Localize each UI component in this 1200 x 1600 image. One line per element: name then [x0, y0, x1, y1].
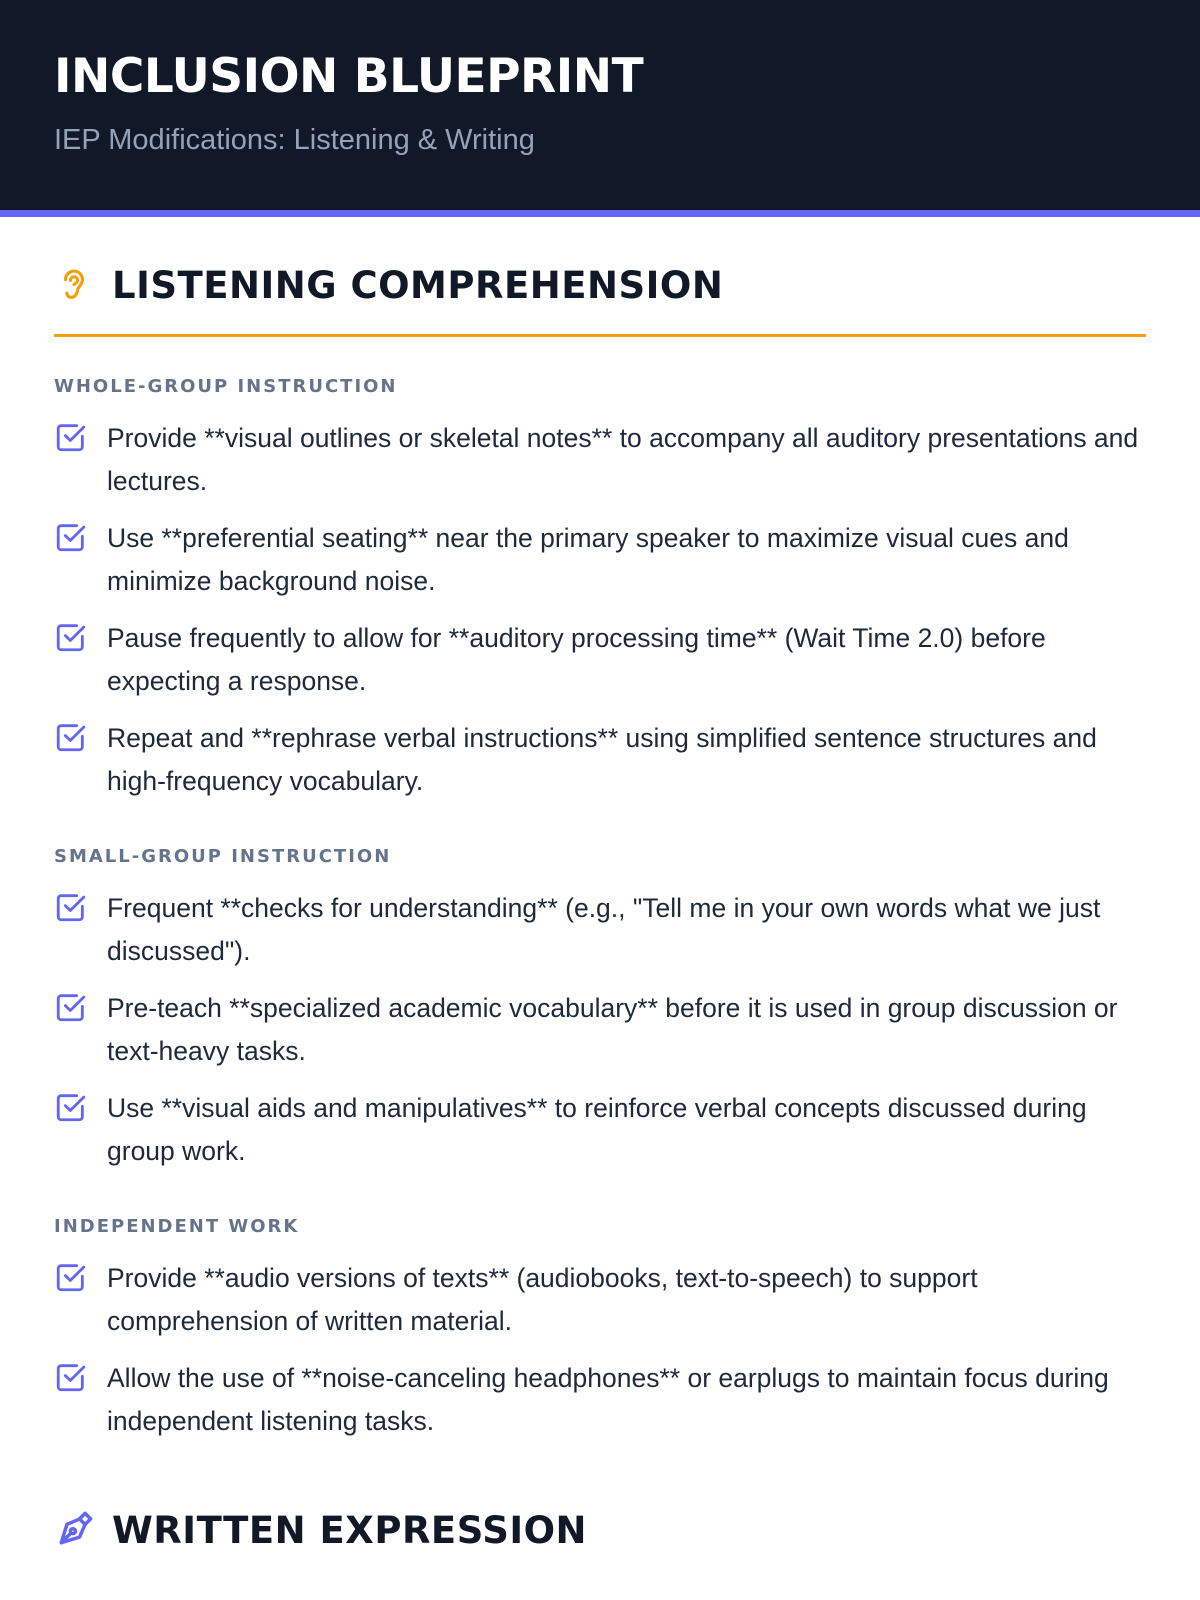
list-item-text: Frequent **checks for understanding** (e.g., "Tell me in your own words what we just discussed"). — [107, 893, 1101, 966]
pen-icon — [54, 1510, 94, 1550]
section-listening-comprehension — [54, 217, 1146, 1443]
group-independent-work — [54, 1215, 1146, 1443]
group-whole-group — [54, 375, 1146, 803]
checkbox-checked-icon — [54, 990, 88, 1024]
list-item — [54, 617, 1146, 703]
list-item-text: Use **preferential seating** near the primary speaker to maximize visual cues and minimize background noise. — [107, 523, 1069, 596]
section-header — [54, 1457, 1146, 1577]
ear-icon — [54, 266, 94, 306]
checkbox-checked-icon — [54, 1090, 88, 1124]
page-header — [0, 0, 1200, 217]
list-item-text: Pre-teach **specialized academic vocabulary** before it is used in group discussion or text-heavy tasks. — [107, 993, 1118, 1066]
list-item — [54, 417, 1146, 503]
group-label: INDEPENDENT WORK — [54, 1216, 300, 1237]
list-item — [54, 1087, 1146, 1173]
section-title: WRITTEN EXPRESSION — [112, 1508, 588, 1552]
page-subtitle: IEP Modifications: Listening & Writing — [54, 124, 535, 156]
group-small-group — [54, 845, 1146, 1173]
checkbox-checked-icon — [54, 620, 88, 654]
group-label: SMALL-GROUP INSTRUCTION — [54, 846, 392, 867]
list-item-text: Allow the use of **noise-canceling headphones** or earplugs to maintain focus during independent listening tasks. — [107, 1363, 1109, 1436]
list-item-text: Provide **audio versions of texts** (audiobooks, text-to-speech) to support comprehension of written material. — [107, 1263, 978, 1336]
list-item — [54, 887, 1146, 973]
list-item-text: Provide **visual outlines or skeletal notes** to accompany all auditory presentations and lectures. — [107, 423, 1139, 496]
checkbox-checked-icon — [54, 720, 88, 754]
section-header — [54, 217, 1146, 337]
list-item — [54, 987, 1146, 1073]
checkbox-checked-icon — [54, 420, 88, 454]
list-item-text: Use **visual aids and manipulatives** to reinforce verbal concepts discussed during group work. — [107, 1093, 1087, 1166]
list-item — [54, 717, 1146, 803]
section-title: LISTENING COMPREHENSION — [112, 264, 724, 307]
checkbox-checked-icon — [54, 1360, 88, 1394]
checkbox-checked-icon — [54, 1260, 88, 1294]
list-item — [54, 1357, 1146, 1443]
group-label: WHOLE-GROUP INSTRUCTION — [54, 376, 398, 397]
checklist — [54, 1257, 1146, 1443]
checklist — [54, 417, 1146, 803]
list-item-text: Repeat and **rephrase verbal instructions** using simplified sentence structures and high-frequency vocabulary. — [107, 723, 1097, 796]
checkbox-checked-icon — [54, 520, 88, 554]
main-content — [0, 217, 1200, 1577]
checkbox-checked-icon — [54, 890, 88, 924]
section-written-expression — [54, 1457, 1146, 1577]
list-item — [54, 517, 1146, 603]
list-item-text: Pause frequently to allow for **auditory processing time** (Wait Time 2.0) before expecting a response. — [107, 623, 1046, 696]
list-item — [54, 1257, 1146, 1343]
checklist — [54, 887, 1146, 1173]
page-title: INCLUSION BLUEPRINT — [54, 49, 644, 104]
